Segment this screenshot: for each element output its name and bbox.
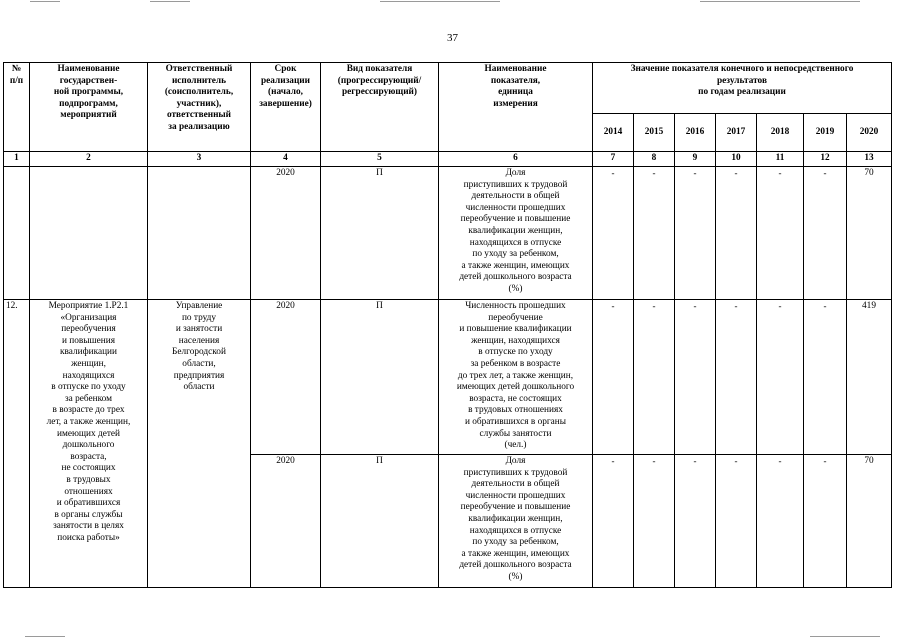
value-cell: - bbox=[716, 300, 757, 455]
period-cell: 2020 bbox=[251, 300, 321, 455]
scan-artifact bbox=[810, 636, 880, 637]
header-year: 2019 bbox=[804, 114, 847, 152]
responsible-cell bbox=[148, 167, 251, 300]
column-number: 5 bbox=[321, 152, 439, 167]
period-cell: 2020 bbox=[251, 455, 321, 588]
table-row bbox=[4, 167, 892, 300]
header-row-1 bbox=[4, 63, 892, 114]
header-year: 2017 bbox=[716, 114, 757, 152]
header-number: № п/п bbox=[4, 63, 30, 152]
value-cell: - bbox=[675, 167, 716, 300]
header-indicator-type: Вид показателя (прогрессирующий/ регрессирующий) bbox=[321, 63, 439, 152]
table-row bbox=[4, 300, 892, 455]
value-cell: - bbox=[757, 167, 804, 300]
header-indicator-name: Наименование показателя, единица измерения bbox=[439, 63, 593, 152]
value-cell: - bbox=[634, 167, 675, 300]
column-number: 3 bbox=[148, 152, 251, 167]
program-name-cell: Мероприятие 1.Р2.1 «Организация переобучения и повышения квалификации женщин, находящихся в отпуске по уходу за ребенком в возрасте до трех лет, а также женщин, имеющих детей дошкольного возраста, не состоящих в трудовых отношениях и обратившихся в органы службы занятости в целях поиска работы» bbox=[30, 300, 148, 588]
column-number: 10 bbox=[716, 152, 757, 167]
header-program-name: Наименование государствен- ной программы, подпрограмм, мероприятий bbox=[30, 63, 148, 152]
value-cell: - bbox=[593, 455, 634, 588]
header-year: 2015 bbox=[634, 114, 675, 152]
value-cell: - bbox=[593, 300, 634, 455]
column-number: 12 bbox=[804, 152, 847, 167]
scan-artifact bbox=[150, 1, 190, 2]
value-cell: - bbox=[634, 300, 675, 455]
indicator-type-cell: П bbox=[321, 455, 439, 588]
column-number: 1 bbox=[4, 152, 30, 167]
value-cell: - bbox=[716, 167, 757, 300]
value-cell: - bbox=[804, 455, 847, 588]
header-year: 2018 bbox=[757, 114, 804, 152]
value-cell: 70 bbox=[847, 167, 892, 300]
column-number: 9 bbox=[675, 152, 716, 167]
indicator-name-cell: Доля приступивших к трудовой деятельности в общей численности прошедших переобучение и повышение квалификации женщин, находящихся в отпуске по уходу за ребенком, а также женщин, имеющих детей дошкольного возраста (%) bbox=[439, 167, 593, 300]
indicator-name-cell: Доля приступивших к трудовой деятельности в общей численности прошедших переобучение и повышение квалификации женщин, находящихся в отпуске по уходу за ребенком, а также женщин, имеющих детей дошкольного возраста (%) bbox=[439, 455, 593, 588]
column-number: 11 bbox=[757, 152, 804, 167]
column-number: 7 bbox=[593, 152, 634, 167]
column-number: 2 bbox=[30, 152, 148, 167]
column-number: 4 bbox=[251, 152, 321, 167]
value-cell: - bbox=[675, 300, 716, 455]
period-cell: 2020 bbox=[251, 167, 321, 300]
value-cell: 70 bbox=[847, 455, 892, 588]
indicator-name-cell: Численность прошедших переобучение и повышение квалификации женщин, находящихся в отпуске по уходу за ребенком в возрасте до трех лет, а также женщин, имеющих детей дошкольного возраста, не состоящих в трудовых отношениях и обратившихся в органы службы занятости (чел.) bbox=[439, 300, 593, 455]
indicators-table bbox=[3, 62, 892, 588]
value-cell: - bbox=[634, 455, 675, 588]
row-number: 12. bbox=[4, 300, 30, 588]
value-cell: - bbox=[804, 167, 847, 300]
header-year: 2016 bbox=[675, 114, 716, 152]
scan-artifact bbox=[25, 636, 65, 637]
header-year: 2020 bbox=[847, 114, 892, 152]
header-year: 2014 bbox=[593, 114, 634, 152]
column-numbers-row bbox=[4, 152, 892, 167]
value-cell: - bbox=[757, 300, 804, 455]
scan-artifact bbox=[30, 1, 60, 2]
value-cell: - bbox=[593, 167, 634, 300]
scan-artifact bbox=[380, 1, 500, 2]
value-cell: - bbox=[757, 455, 804, 588]
value-cell: - bbox=[675, 455, 716, 588]
header-period: Срок реализации (начало, завершение) bbox=[251, 63, 321, 152]
column-number: 8 bbox=[634, 152, 675, 167]
value-cell: - bbox=[716, 455, 757, 588]
program-name-cell bbox=[30, 167, 148, 300]
header-values-group: Значение показателя конечного и непосредственного результатов по годам реализации bbox=[593, 63, 892, 114]
indicator-type-cell: П bbox=[321, 167, 439, 300]
page-number: 37 bbox=[447, 32, 458, 44]
header-responsible: Ответственный исполнитель (соисполнитель, участник), ответственный за реализацию bbox=[148, 63, 251, 152]
responsible-cell: Управление по труду и занятости населения Белгородской области, предприятия области bbox=[148, 300, 251, 588]
value-cell: 419 bbox=[847, 300, 892, 455]
scan-artifact bbox=[700, 1, 860, 2]
column-number: 13 bbox=[847, 152, 892, 167]
column-number: 6 bbox=[439, 152, 593, 167]
indicator-type-cell: П bbox=[321, 300, 439, 455]
row-number bbox=[4, 167, 30, 300]
value-cell: - bbox=[804, 300, 847, 455]
